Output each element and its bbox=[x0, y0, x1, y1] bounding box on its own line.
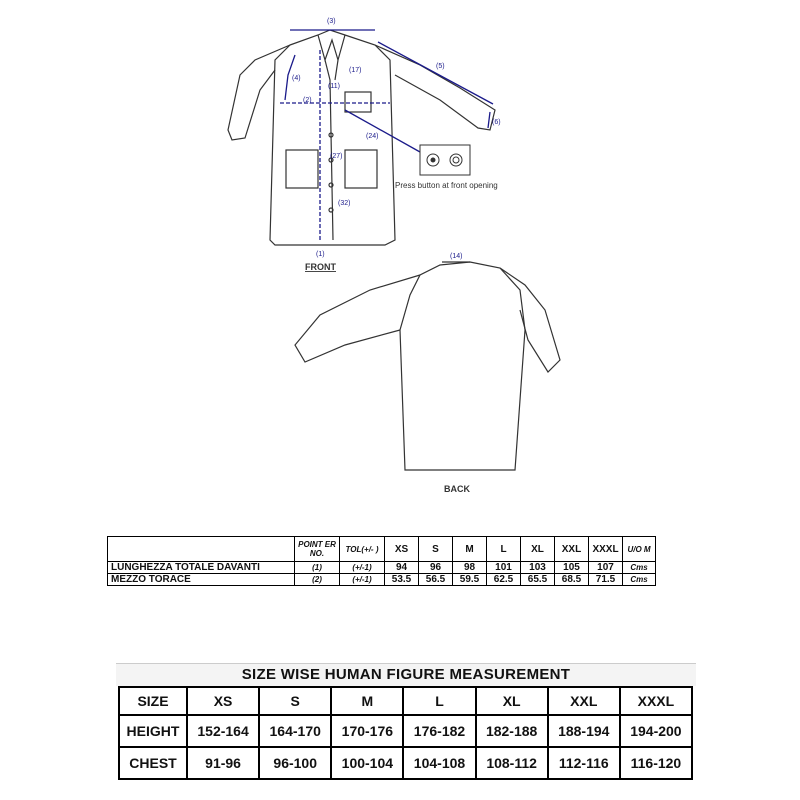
spec-header-size: XL bbox=[521, 537, 555, 562]
spec-row-value: 59.5 bbox=[453, 574, 487, 586]
point-label-27: (27) bbox=[330, 153, 343, 160]
point-label-6: (6) bbox=[492, 119, 501, 126]
spec-row-tol: (+/-1) bbox=[340, 574, 385, 586]
spec-row-value: 53.5 bbox=[385, 574, 419, 586]
spec-header-size: S bbox=[419, 537, 453, 562]
spec-row-name: LUNGHEZZA TOTALE DAVANTI bbox=[108, 562, 295, 574]
spec-row-value: 96 bbox=[419, 562, 453, 574]
hf-size-row bbox=[119, 687, 692, 715]
spec-row-point: (1) bbox=[295, 562, 340, 574]
spec-row-value: 105 bbox=[555, 562, 589, 574]
spec-header-size: XXL bbox=[555, 537, 589, 562]
hf-size-cell: S bbox=[259, 687, 331, 715]
spec-row-value: 68.5 bbox=[555, 574, 589, 586]
hf-cell: 91-96 bbox=[187, 747, 259, 779]
hf-size-cell: XXL bbox=[548, 687, 620, 715]
spec-row-value: 98 bbox=[453, 562, 487, 574]
spec-row-value: 62.5 bbox=[487, 574, 521, 586]
hf-size-cell: XXXL bbox=[620, 687, 692, 715]
hf-cell: 112-116 bbox=[548, 747, 620, 779]
point-label-17: (17) bbox=[349, 67, 362, 74]
human-figure-table bbox=[118, 686, 693, 780]
hf-height-row bbox=[119, 715, 692, 747]
point-label-4: (4) bbox=[292, 75, 301, 82]
spec-row-value: 101 bbox=[487, 562, 521, 574]
spec-row-uom: Cms bbox=[623, 574, 656, 586]
spec-row-value: 94 bbox=[385, 562, 419, 574]
spec-row-value: 103 bbox=[521, 562, 555, 574]
spec-row bbox=[108, 574, 656, 586]
hf-cell: 188-194 bbox=[548, 715, 620, 747]
hf-chest-row bbox=[119, 747, 692, 779]
hf-cell: 176-182 bbox=[403, 715, 475, 747]
hf-size-label: SIZE bbox=[119, 687, 187, 715]
spec-row-value: 107 bbox=[589, 562, 623, 574]
spec-row-value: 56.5 bbox=[419, 574, 453, 586]
spec-row bbox=[108, 562, 656, 574]
hf-cell: 164-170 bbox=[259, 715, 331, 747]
hf-cell: 182-188 bbox=[476, 715, 548, 747]
spec-header-tol: TOL(+/- ) bbox=[340, 537, 385, 562]
hf-cell: 96-100 bbox=[259, 747, 331, 779]
point-label-3: (3) bbox=[327, 18, 336, 25]
spec-row-name: MEZZO TORACE bbox=[108, 574, 295, 586]
human-figure-title: SIZE WISE HUMAN FIGURE MEASUREMENT bbox=[116, 663, 696, 686]
spec-row-value: 65.5 bbox=[521, 574, 555, 586]
hf-cell: 152-164 bbox=[187, 715, 259, 747]
spec-header-uom: U/O M bbox=[623, 537, 656, 562]
spec-header-size: XS bbox=[385, 537, 419, 562]
hf-size-cell: M bbox=[331, 687, 403, 715]
hf-row-label: CHEST bbox=[119, 747, 187, 779]
hf-size-cell: XL bbox=[476, 687, 548, 715]
point-label-5: (5) bbox=[436, 63, 445, 70]
point-label-2: (2) bbox=[303, 97, 312, 104]
spec-row-value: 71.5 bbox=[589, 574, 623, 586]
spec-row-uom: Cms bbox=[623, 562, 656, 574]
spec-row-point: (2) bbox=[295, 574, 340, 586]
point-label-24: (24) bbox=[366, 133, 379, 140]
hf-row-label: HEIGHT bbox=[119, 715, 187, 747]
hf-cell: 108-112 bbox=[476, 747, 548, 779]
press-button-detail bbox=[420, 145, 470, 175]
human-figure-section bbox=[116, 663, 696, 780]
point-label-1: (1) bbox=[316, 251, 325, 258]
hf-size-cell: XS bbox=[187, 687, 259, 715]
measurement-markers bbox=[280, 30, 493, 242]
hf-size-cell: L bbox=[403, 687, 475, 715]
hf-cell: 194-200 bbox=[620, 715, 692, 747]
spec-header-row bbox=[108, 537, 656, 562]
back-label: BACK bbox=[444, 484, 470, 494]
spec-header-size: XXXL bbox=[589, 537, 623, 562]
spec-table bbox=[107, 536, 656, 586]
front-label: FRONT bbox=[305, 262, 336, 272]
point-label-32: (32) bbox=[338, 200, 351, 207]
hf-cell: 170-176 bbox=[331, 715, 403, 747]
hf-cell: 100-104 bbox=[331, 747, 403, 779]
spec-header-size: M bbox=[453, 537, 487, 562]
press-button-note: Press button at front opening bbox=[395, 181, 498, 190]
back-coat-sketch bbox=[295, 262, 560, 470]
point-label-11: (11) bbox=[328, 83, 340, 90]
spec-header-desc bbox=[108, 537, 295, 562]
front-coat-sketch bbox=[228, 30, 495, 245]
spec-row-tol: (+/-1) bbox=[340, 562, 385, 574]
point-label-14: (14) bbox=[450, 253, 463, 260]
spec-header-size: L bbox=[487, 537, 521, 562]
hf-cell: 104-108 bbox=[403, 747, 475, 779]
spec-header-point: POINT ER NO. bbox=[295, 537, 340, 562]
hf-cell: 116-120 bbox=[620, 747, 692, 779]
